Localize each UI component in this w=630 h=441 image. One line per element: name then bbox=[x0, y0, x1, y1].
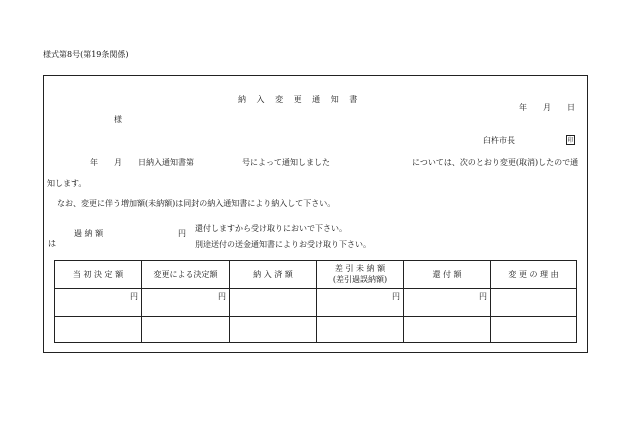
header-change-reason: 変 更 の 理 由 bbox=[491, 261, 577, 289]
table-cell bbox=[404, 317, 491, 343]
overpaid-label: 過 納 額 bbox=[74, 229, 104, 238]
table-header-row bbox=[55, 261, 577, 289]
notice-text-continued: 知します。 bbox=[47, 179, 87, 188]
header-balance-line2: (差引過誤納額) bbox=[332, 274, 388, 284]
header-paid-amount: 納 入 済 額 bbox=[230, 261, 317, 289]
cell-change-reason bbox=[491, 289, 577, 317]
table-cell bbox=[142, 317, 230, 343]
header-initial-amount: 当 初 決 定 額 bbox=[55, 261, 142, 289]
cell-initial-amount: 円 bbox=[55, 289, 142, 317]
header-refund-amount: 還 付 額 bbox=[404, 261, 491, 289]
date-field: 年 月 日 bbox=[519, 103, 575, 112]
table-cell bbox=[317, 317, 404, 343]
table-cell bbox=[491, 317, 577, 343]
refund-option-pickup: 還付しますから受け取りにおいで下さい。 bbox=[195, 224, 347, 233]
addressee-suffix: 様 bbox=[114, 115, 122, 124]
payment-note: なお、変更に伴う増加額(未納額)は同封の納入通知書により納入して下さい。 bbox=[57, 199, 336, 208]
cell-paid-amount bbox=[230, 289, 317, 317]
notice-number: 号によって通知しました bbox=[242, 158, 330, 167]
header-changed-amount: 変更による決定額 bbox=[142, 261, 230, 289]
refund-option-remittance: 別途送付の送金通知書によりお受け取り下さい。 bbox=[195, 240, 371, 249]
overpaid-particle: は bbox=[48, 239, 56, 248]
header-balance-amount bbox=[317, 261, 404, 289]
notice-change-text: については、次のとおり変更(取消)したので通 bbox=[412, 158, 579, 167]
notice-reference: 日納入通知書第 bbox=[138, 158, 194, 167]
cell-refund-amount: 円 bbox=[404, 289, 491, 317]
overpaid-yen: 円 bbox=[178, 229, 186, 238]
cell-changed-amount: 円 bbox=[142, 289, 230, 317]
notice-date: 年 月 bbox=[90, 158, 122, 167]
document-title: 納 入 変 更 通 知 書 bbox=[238, 95, 362, 104]
table-row bbox=[55, 317, 577, 343]
table-cell bbox=[55, 317, 142, 343]
cell-balance-amount: 円 bbox=[317, 289, 404, 317]
table-cell bbox=[230, 317, 317, 343]
mayor-title: 臼杵市長 bbox=[483, 136, 515, 145]
seal-mark: 印 bbox=[567, 137, 574, 144]
form-number-label: 様式第8号(第19条関係) bbox=[43, 50, 129, 59]
table-row bbox=[55, 289, 577, 317]
amount-table bbox=[54, 260, 577, 343]
header-balance-line1: 差 引 未 納 額 bbox=[334, 263, 386, 273]
